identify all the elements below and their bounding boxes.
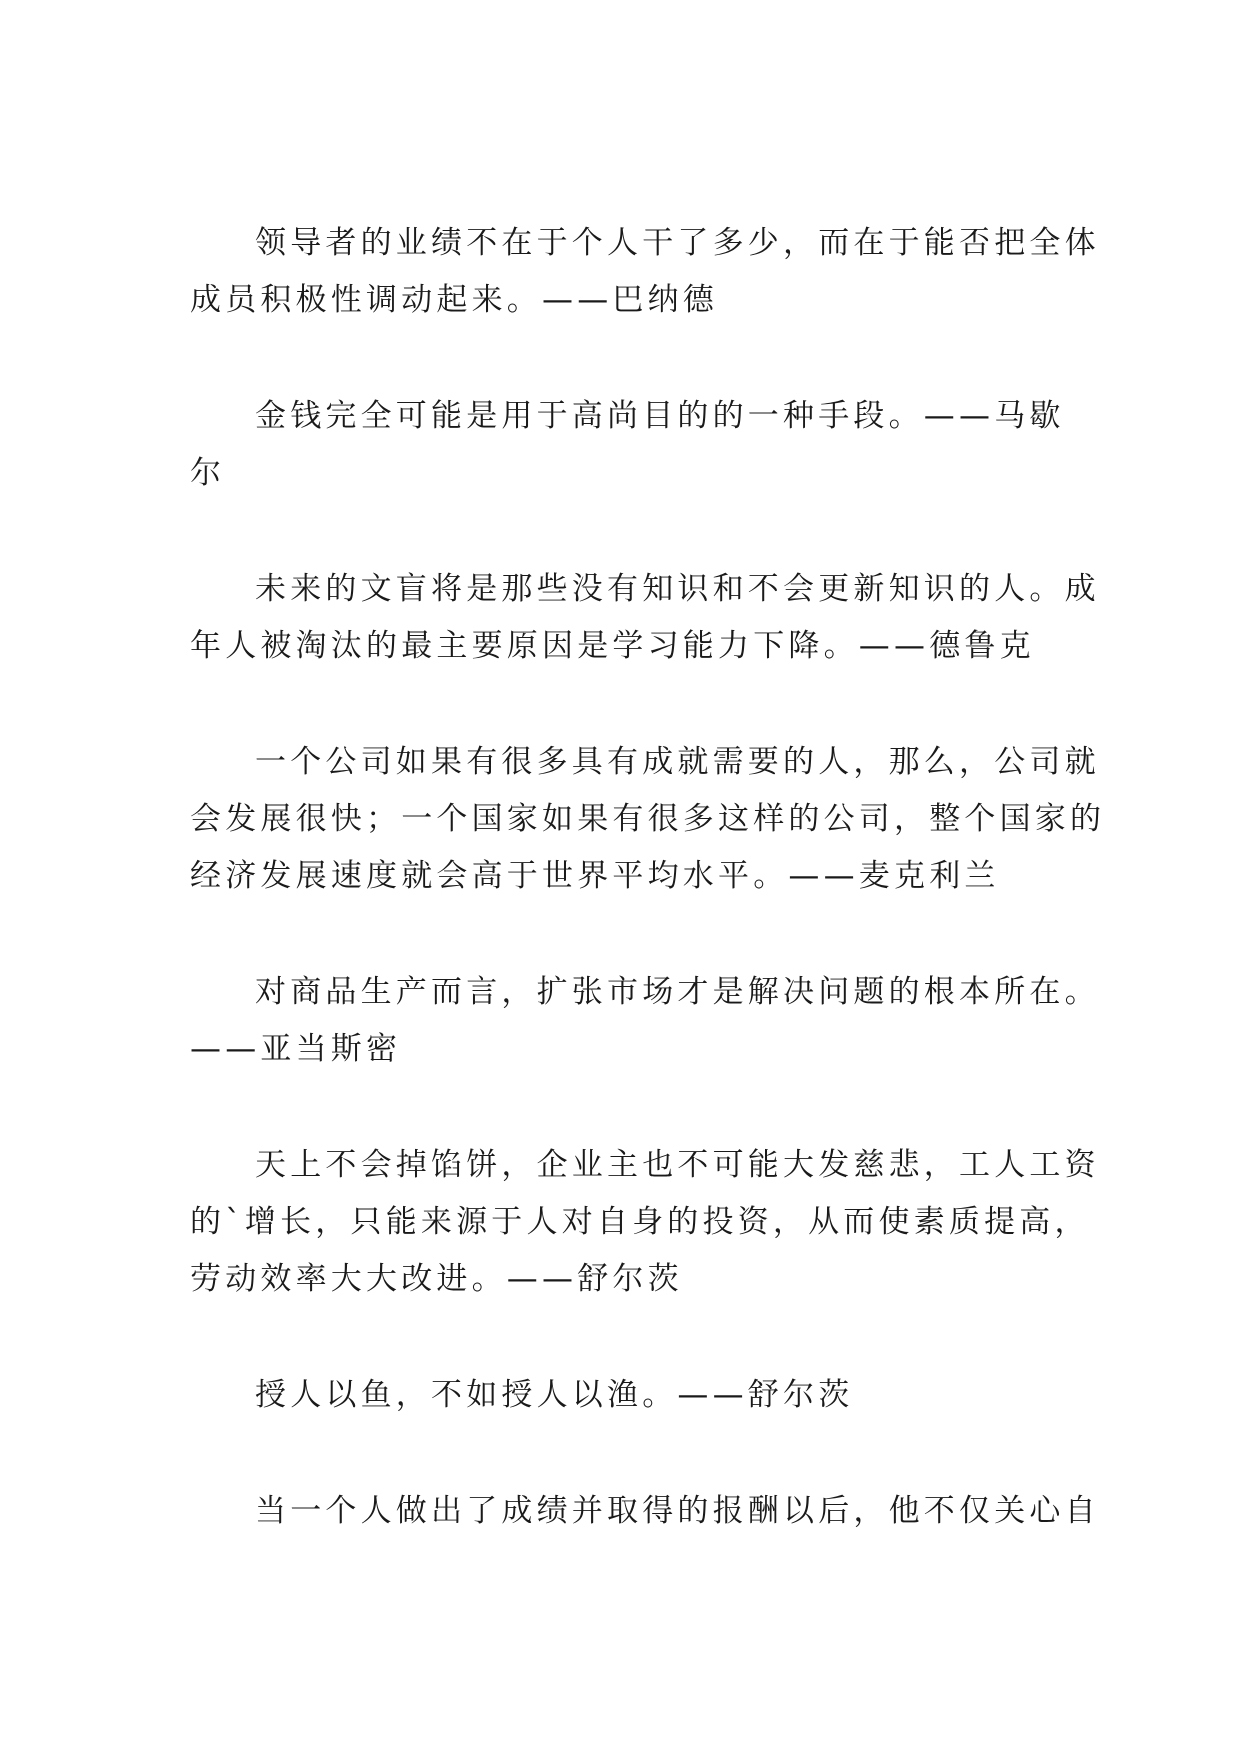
quote-paragraph — [190, 215, 1100, 329]
text-line: 劳动效率大大改进。——舒尔茨 — [190, 1261, 683, 1297]
text-line: 当一个人做出了成绩并取得的报酬以后，他不仅关心自 — [255, 1493, 1100, 1529]
quote-paragraph — [190, 964, 1100, 1078]
text-line: 领导者的业绩不在于个人干了多少，而在于能否把全体 — [255, 225, 1100, 261]
text-line: 对商品生产而言，扩张市场才是解决问题的根本所在。 — [255, 974, 1100, 1010]
quote-paragraph — [190, 1367, 1050, 1424]
text-line: 授人以鱼，不如授人以渔。——舒尔茨 — [255, 1377, 854, 1413]
quote-paragraph — [190, 734, 1106, 905]
quote-paragraph — [190, 1483, 1100, 1540]
text-line: 天上不会掉馅饼，企业主也不可能大发慈悲，工人工资 — [255, 1147, 1100, 1183]
quote-paragraph — [190, 1137, 1100, 1308]
text-line: 经济发展速度就会高于世界平均水平。——麦克利兰 — [190, 858, 1000, 894]
text-line: 成员积极性调动起来。——巴纳德 — [190, 282, 718, 318]
quote-paragraph — [190, 561, 1100, 675]
text-line: 未来的文盲将是那些没有知识和不会更新知识的人。成 — [255, 571, 1100, 607]
text-line: 尔 — [190, 455, 226, 491]
quote-paragraph — [190, 388, 1065, 502]
text-line: 会发展很快；一个国家如果有很多这样的公司，整个国家的 — [190, 801, 1106, 837]
text-line: 的`增长，只能来源于人对自身的投资，从而使素质提高， — [190, 1204, 1090, 1240]
text-line: 一个公司如果有很多具有成就需要的人，那么，公司就 — [255, 744, 1100, 780]
text-line: 年人被淘汰的最主要原因是学习能力下降。——德鲁克 — [190, 628, 1035, 664]
text-line: ——亚当斯密 — [190, 1031, 402, 1067]
text-line: 金钱完全可能是用于高尚目的的一种手段。——马歇 — [255, 398, 1065, 434]
